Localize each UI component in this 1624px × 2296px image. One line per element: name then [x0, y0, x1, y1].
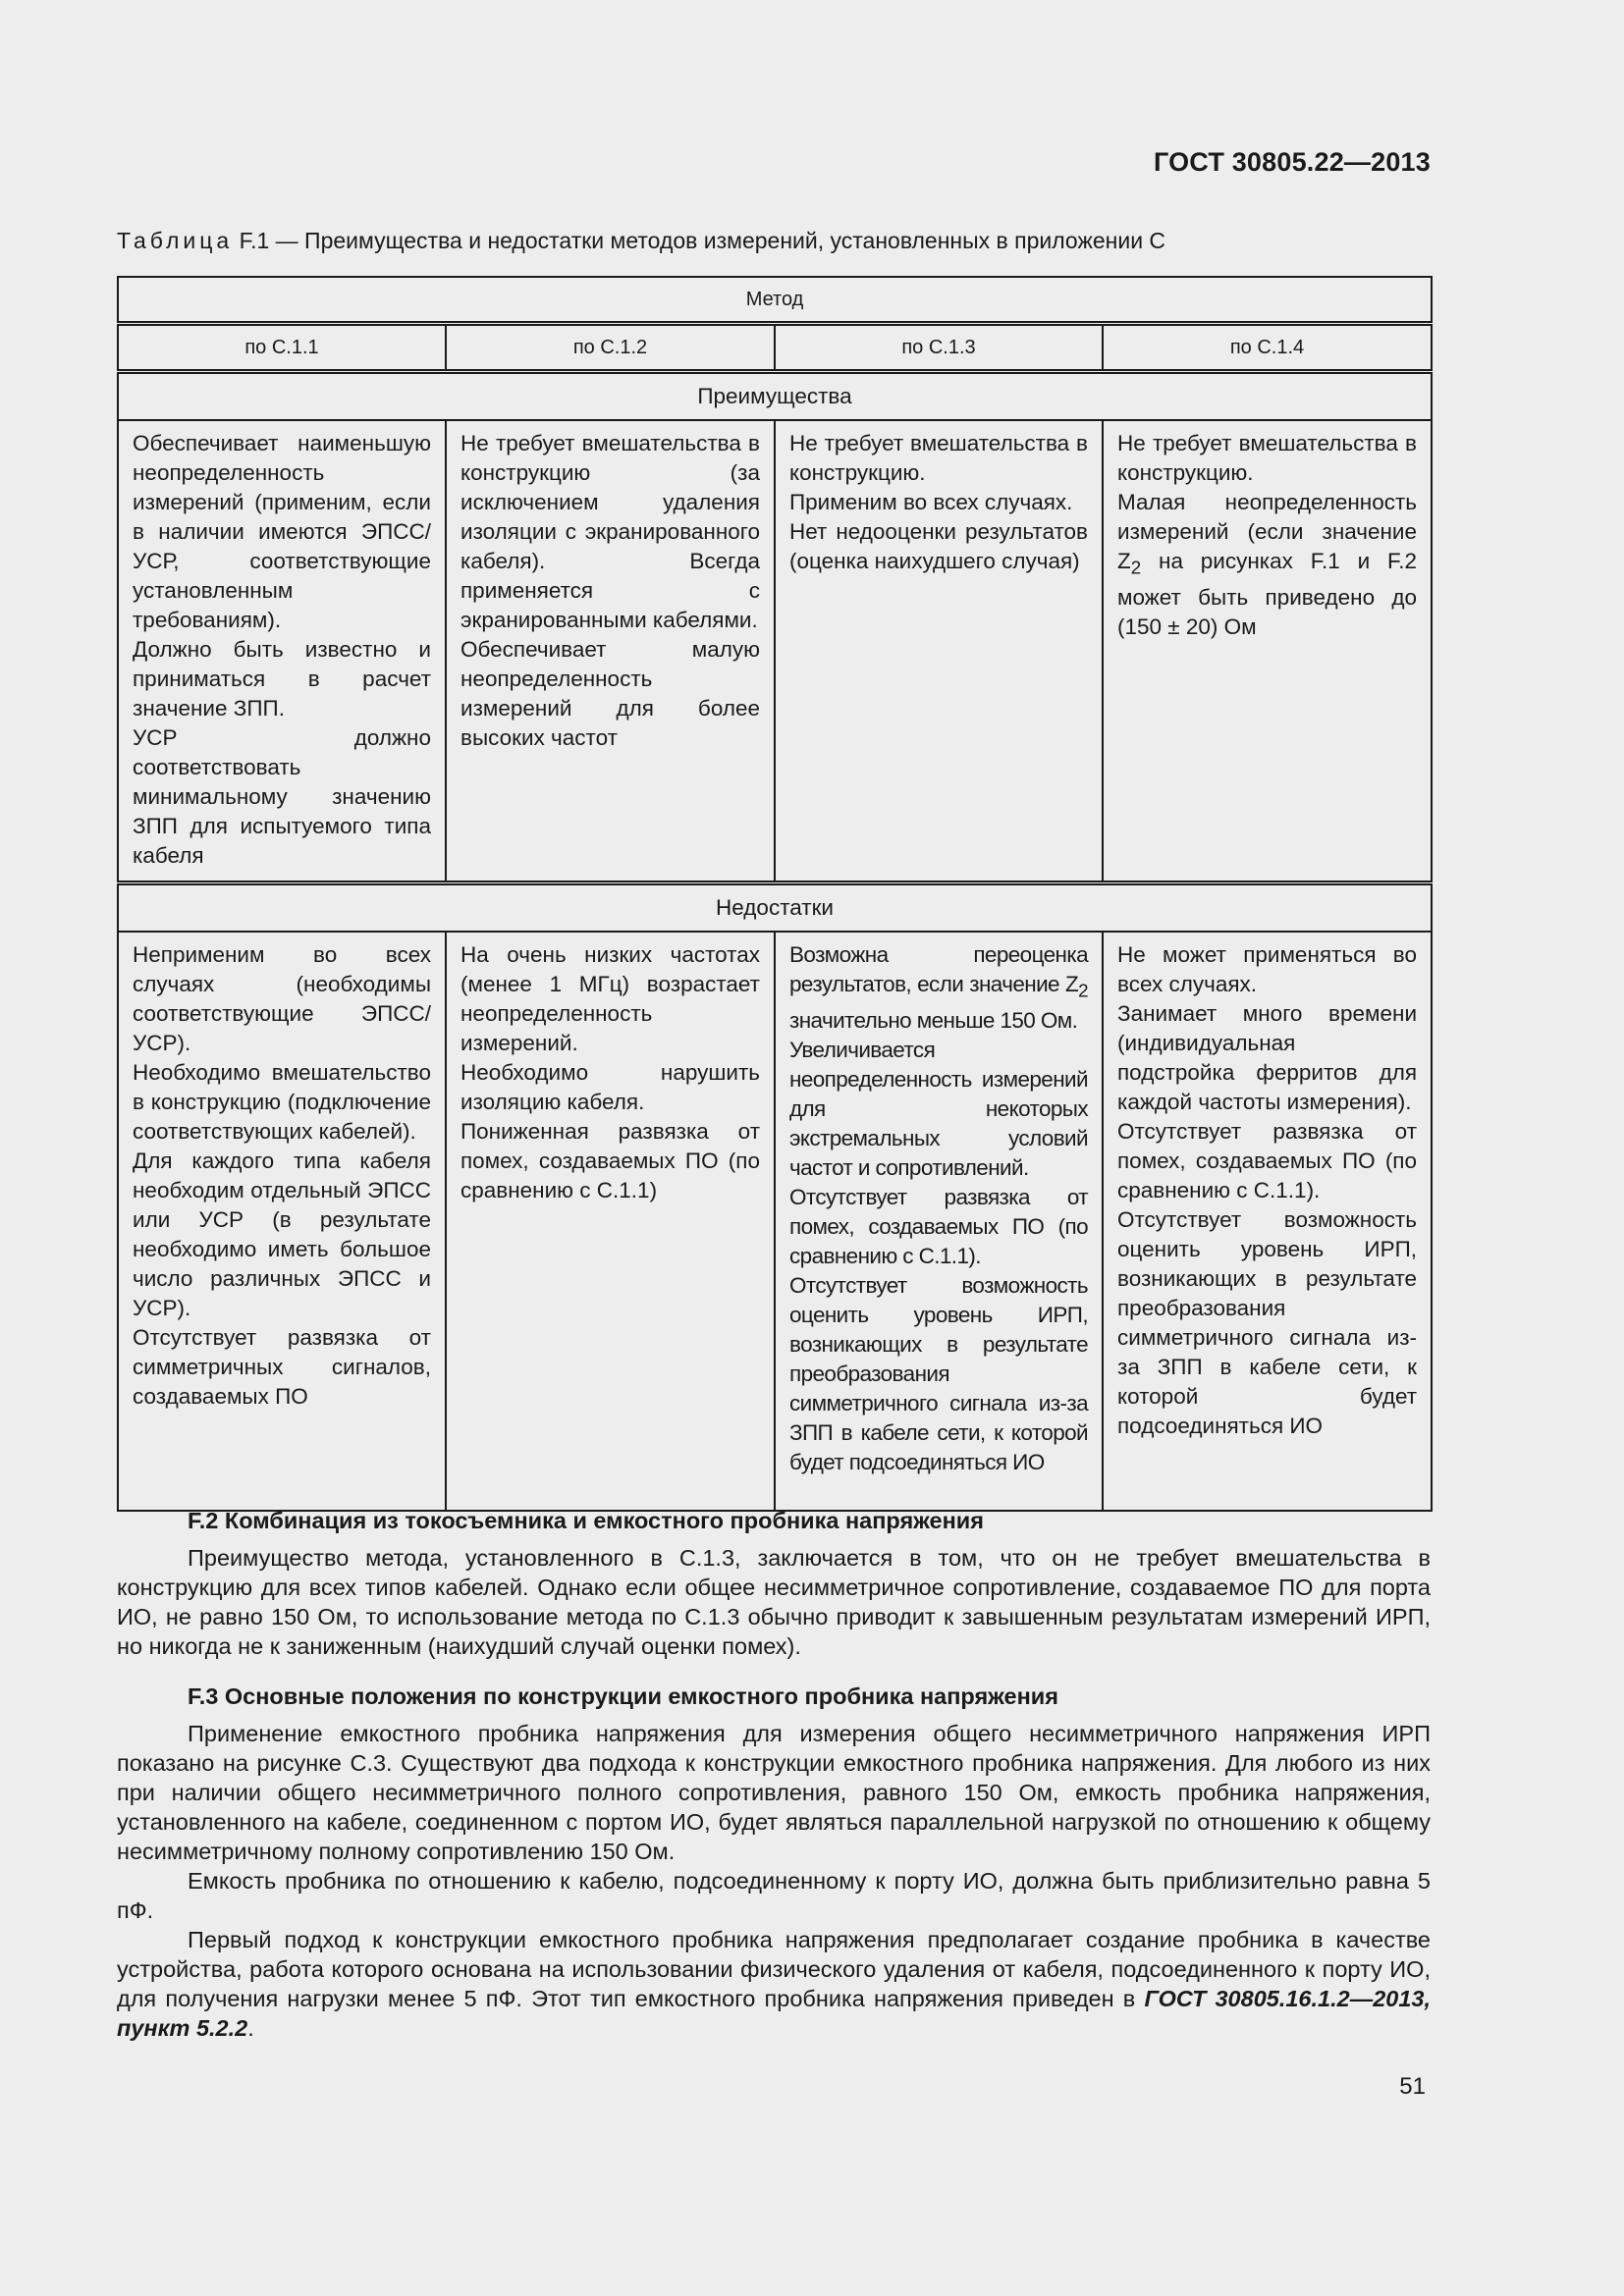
cell-text: УСР должно соответствовать минимальному значению ЗПП для испытуемого типа кабеля	[133, 725, 431, 868]
disadvantages-cell-c13	[775, 932, 1103, 1511]
subscript: 2	[1078, 980, 1088, 1001]
cell-text: Не может применяться во всех случаях.	[1117, 942, 1418, 996]
cell-text	[1117, 488, 1417, 642]
formula-text: значительно меньше 150 Ом.	[789, 1007, 1078, 1033]
cell-text: Обеспечивает малую неопределенность измерений для более высоких частот	[460, 637, 760, 750]
column-header-c12: по С.1.2	[446, 324, 775, 372]
column-header-c11: по С.1.1	[118, 324, 446, 372]
cell-text: Должно быть известно и приниматься в расчет значение ЗПП.	[133, 637, 431, 721]
cell-text: Занимает много времени (индивидуальная подстройка ферритов для каждой частоты измерения).	[1117, 1001, 1418, 1114]
comparison-table	[117, 276, 1433, 1512]
cell-text: Отсутствует возможность оценить уровень ИРП, возникающих в результате преобразования симметричного сигнала из-за ЗПП в кабеле сети, к которой будет подсоединяться ИО	[1117, 1207, 1418, 1438]
table-caption-text: F.1 — Преимущества и недостатки методов измерений, установленных в приложении С	[233, 228, 1166, 253]
section-heading-f3: F.3 Основные положения по конструкции емкостного пробника напряжения	[188, 1683, 1058, 1709]
table-caption-prefix: Таблица	[117, 228, 234, 253]
standard-reference: ГОСТ 30805.16.1.2—2013, пункт 5.2.2	[117, 1986, 1432, 2041]
cell-text: Необходимо вмешательство в конструкцию (подключение соответствующих кабелей).	[133, 1060, 431, 1144]
cell-text: На очень низких частотах (менее 1 МГц) возрастает неопределенность измерений.	[460, 942, 760, 1055]
method-header: Метод	[118, 277, 1432, 324]
cell-text: Неприменим во всех случаях (необходимы соответствующие ЭПСС/УСР).	[133, 942, 431, 1055]
disadvantages-header: Недостатки	[118, 883, 1432, 933]
section-f3	[117, 1682, 1431, 2043]
advantages-header: Преимущества	[118, 372, 1432, 421]
advantages-cell-c12	[446, 420, 775, 883]
cell-text: Отсутствует развязка от симметричных сигналов, создаваемых ПО	[133, 1325, 431, 1409]
table-caption	[117, 228, 1165, 254]
paragraph: Емкость пробника по отношению к кабелю, подсоединенному к порту ИО, должна быть приблизительно равна 5 пФ.	[117, 1868, 1431, 1923]
paragraph: Применение емкостного пробника напряжения для измерения общего несимметричного напряжения ИРП показано на рисунке С.3. Существуют два подхода к конструкции емкостного пробника напряжения. Для любого из них при наличии общего несимметричного полного сопротивления, равного 150 Ом, емкость пробника напряжения, установленного на кабеле, соединенном с портом ИО, будет являться параллельной нагрузкой по отношению к общему несимметричному полному сопротивлению 150 Ом.	[117, 1721, 1431, 1864]
paragraph-text: Первый подход к конструкции емкостного пробника напряжения предполагает создание пробника в качестве устройства, работа которого основана на использовании физического удаления от кабеля, подсоединенного к порту ИО, для получения нагрузки менее 5 пФ. Этот тип емкостного пробника напряжения приведен в	[117, 1927, 1431, 2011]
cell-text: Не требует вмешательства в конструкцию.	[789, 431, 1088, 485]
section-heading-f2: F.2 Комбинация из токосъемника и емкостного пробника напряжения	[188, 1508, 984, 1533]
column-header-c13: по С.1.3	[775, 324, 1103, 372]
cell-text: Не требует вмешательства в конструкцию.	[1117, 431, 1418, 485]
formula-text: Малая неопределенность измерений (если значение Z	[1117, 490, 1418, 573]
document-code: ГОСТ 30805.22—2013	[1153, 147, 1431, 177]
cell-text: Обеспечивает наименьшую неопределенность измерений (применим, если в наличии имеются ЭПСС/УСР, соответствующие установленным требованиям).	[133, 431, 431, 632]
section-f2	[117, 1506, 1431, 1661]
cell-text: Необходимо нарушить изоляцию кабеля.	[460, 1060, 760, 1114]
column-header-c14: по С.1.4	[1103, 324, 1432, 372]
paragraph	[117, 1925, 1431, 2043]
disadvantages-cell-c12	[446, 932, 775, 1511]
page-number: 51	[1399, 2073, 1426, 2100]
disadvantages-cell-c11	[118, 932, 446, 1511]
cell-text: Не требует вмешательства в конструкцию (за исключением удаления изоляции с экранированного кабеля). Всегда применяется с экранированными кабелями.	[460, 431, 760, 632]
cell-text: Применим во всех случаях.	[789, 490, 1073, 514]
subscript: 2	[1130, 557, 1142, 578]
paragraph: Преимущество метода, установленного в С.1.3, заключается в том, что он не требует вмешательства в конструкцию для всех типов кабелей. Однако если общее несимметричное сопротивление, создаваемое ПО для порта ИО, не равно 150 Ом, то использование метода по С.1.3 обычно приводит к завышенным результатам измерений ИРП, но никогда не к заниженным (наихудший случай оценки помех).	[117, 1545, 1431, 1659]
cell-text: Пониженная развязка от помех, создаваемых ПО (по сравнению с С.1.1)	[460, 1119, 760, 1202]
cell-text: Отсутствует развязка от помех, создаваемых ПО (по сравнению с С.1.1).	[789, 1184, 1088, 1268]
advantages-cell-c11	[118, 420, 446, 883]
paragraph-text: .	[247, 2015, 254, 2041]
cell-text: Нет недооценки результатов (оценка наихудшего случая)	[789, 519, 1088, 573]
cell-text: Отсутствует возможность оценить уровень ИРП, возникающих в результате преобразования симметричного сигнала из-за ЗПП в кабеле сети, к которой будет подсоединяться ИО	[789, 1272, 1088, 1474]
cell-text	[789, 940, 1088, 1036]
advantages-cell-c14	[1103, 420, 1432, 883]
advantages-cell-c13	[775, 420, 1103, 883]
formula-text: Возможна переоценка результатов, если значение Z	[789, 942, 1088, 996]
formula-text: на рисунках F.1 и F.2 может быть приведено до (150 ± 20) Ом	[1117, 549, 1418, 639]
cell-text: Отсутствует развязка от помех, создаваемых ПО (по сравнению с С.1.1).	[1117, 1119, 1418, 1202]
cell-text: Для каждого типа кабеля необходим отдельный ЭПСС или УСР (в результате необходимо иметь большое число различных ЭПСС и УСР).	[133, 1148, 431, 1320]
cell-text: Увеличивается неопределенность измерений для некоторых экстремальных условий частот и сопротивлений.	[789, 1037, 1088, 1180]
disadvantages-cell-c14	[1103, 932, 1432, 1511]
